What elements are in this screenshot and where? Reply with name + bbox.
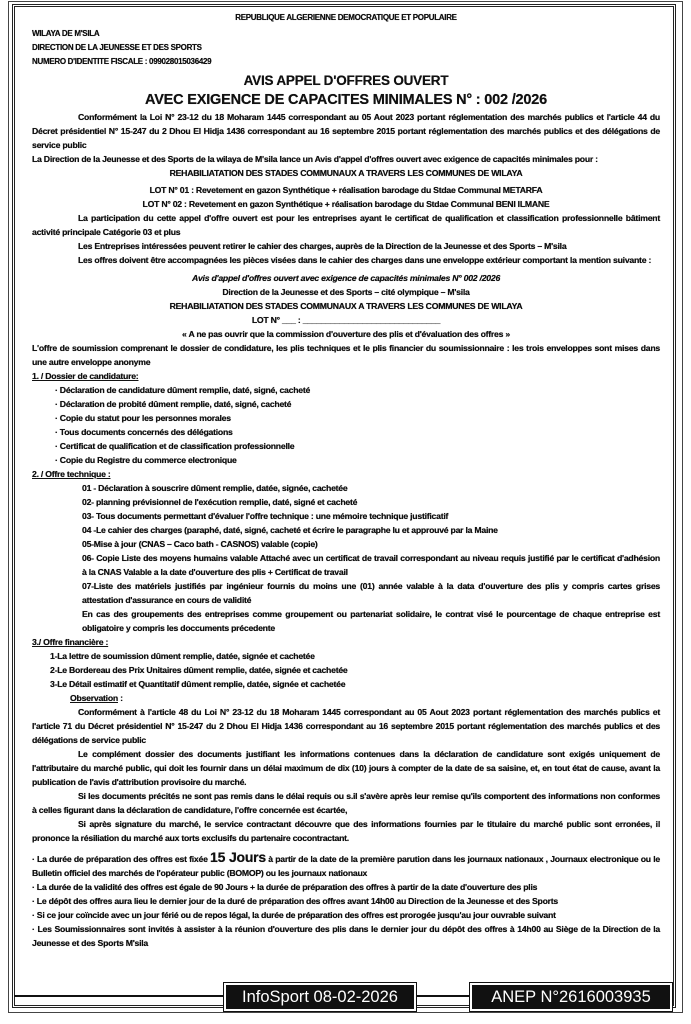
observation-paragraph: Conformément à l'article 48 du Loi N° 23-12 du 18 Moharam 1445 correspondant au 05 Aout 2023 portant réglementation des marchés publics et l'article 71 du Décret présidentiel N° 15-247 du 2 Dhou El Hidja 1436 correspondant au 16 septembre 2015 portant réglementation des marchés publics et des délégations de service public [32, 707, 660, 745]
offers-paragraph: Les offres doivent être accompagnées les pièces visées dans le cahier des charges dans une enveloppe extérieur comportant la mention suivante : [78, 255, 652, 265]
list-item: 1-La lettre de soumission dûment remplie, datée, signée et cachetée [50, 651, 315, 661]
condition-duration-post: à partir de la date de la première parution dans les journaux nationaux , Journaux electronique ou le Bulletin officiel des marchés de l'opérateur public (BOMOP) ou les journaux nationaux [32, 854, 660, 878]
anep-number: ANEP N°2616003935 [470, 983, 672, 1011]
lot-2: LOT N° 02 : Revetement en gazon Synthétique + réalisation barodage du Stdae Communal BENI ILMANE [142, 199, 550, 209]
republic-header: REPUBLIQUE ALGERIENNE DEMOCRATIQUE ET POPULAIRE [235, 13, 457, 22]
section-title-candidature: 1. / Dossier de candidature: [32, 371, 139, 381]
list-item: · Copie du statut pour les personnes morales [55, 413, 231, 423]
footer-rule-left [14, 995, 224, 997]
observation-paragraph: Le complément dossier des documents justifiant les informations contenues dans la déclaration de candidature sont exigés uniquement de l'attributaire du marché public, qui doit les fournir dans un délai maximum de dix (10) jours à compter de la date de sa saisine, et, en tout état de cause, avant la publication de l'avis d'attribution provisoire du marché. [32, 749, 660, 787]
list-item: 3-Le Détail estimatif et Quantitatif dûment remplie, datée, signée et cachetée [50, 679, 346, 689]
notice-subtitle: AVEC EXIGENCE DE CAPACITES MINIMALES N° : 002 /2026 [145, 92, 547, 108]
list-item: · Certificat de qualification et de classification professionnelle [55, 441, 295, 451]
list-item: · Tous documents concernés des délégations [55, 427, 233, 437]
list-item: · Copie du Registre du commerce electronique [55, 455, 237, 465]
list-item: · Déclaration de probité dûment remplie, daté, signé, cacheté [55, 399, 292, 409]
envelope-line-1: Avis d'appel d'offres ouvert avec exigence de capacités minimales N° 002 /2026 [191, 273, 501, 283]
list-item: 04 -Le cahier des charges (paraphé, daté, signé, cacheté et écrire le paragraphe lu et approuvé par la Maine [82, 525, 498, 535]
withdraw-paragraph: Les Entreprises intéressées peuvent retirer le cahier des charges, auprès de la Direction de la Jeunesse et des Sports – M'sila [78, 241, 567, 251]
notice-body [32, 11, 660, 950]
envelope-line-4: LOT N° ___ : ______________________________ [251, 315, 441, 325]
list-item: 03- Tous documents permettant d'évaluer l'offre technique : une mémoire technique justificatif [82, 511, 449, 521]
envelope-line-5: « A ne pas ouvrir que la commission d'ouverture des plis et d'évaluation des offres » [182, 329, 510, 339]
direction-label: DIRECTION DE LA JEUNESSE ET DES SPORTS [32, 43, 202, 52]
observation-paragraph: Si après signature du marché, le service contractant découvre que des informations fournies par le titulaire du marché public sont erronées, il prononce la résiliation du marché aux torts exclusifs du partenaire cocontractant. [32, 819, 660, 843]
observation-colon: : [117, 693, 123, 703]
envelope-line-2: Direction de la Jeunesse et des Sports – cité olympique – M'sila [222, 287, 470, 297]
list-item: 01 - Déclaration à souscrire dûment remplie, datée, signée, cachetée [82, 483, 348, 493]
footer-rule-middle [414, 995, 470, 997]
list-item: 05-Mise à jour (CNAS – Caco bath - CASNOS) valable (copie) [82, 539, 318, 549]
duration-days: 15 Jours [210, 849, 266, 865]
list-item: 07-Liste des matériels justifiés par ingénieur fournis du moins une (01) année valable à la data d'ouverture des plis y compris cartes grises attestation d'assurance en cours de validité [82, 581, 660, 605]
list-item: 06- Copie Liste des moyens humains valable Attaché avec un certificat de travail correspondant au niveau requis justifié par le certificat d'adhésion à la CNAS Valable a la date d'ouverture des plis + Certificat de travail [82, 553, 660, 577]
condition-deposit: · Le dépôt des offres aura lieu le dernier jour de la duré de préparation des offres avant 14h00 au Direction de la Jeunesse et des Sports [32, 896, 559, 906]
list-item: · Déclaration de candidature dûment remplie, daté, signé, cacheté [55, 385, 311, 395]
intro-paragraph-launch: La Direction de la Jeunesse et des Sports de la wilaya de M'sila lance un Avis d'appel d'offres ouvert avec exigence de capacités minimales pour : [32, 154, 598, 164]
envelope-line-3: REHABILIATATION DES STADES COMMUNAUX A TRAVERS LES COMMUNES DE WILAYA [169, 301, 523, 311]
list-item: En cas des groupements des entreprises comme groupement ou partenariat solidaire, le contrat visé le pourcentage de chaque entreprise est obligatoire y compris les doccuments précedente [82, 609, 660, 633]
condition-duration [32, 850, 660, 880]
participation-paragraph: La participation du cette appel d'offre ouvert est pour les entreprises ayant le certificat de qualification et classification professionnelle bâtiment activité principale Catégorie 03 et plus [32, 213, 660, 237]
submission-note: L'offre de soumission comprenant le dossier de condidature, les plis techniques et le plis financier du soumissionnaire : les trois enveloppes sont mises dans une autre enveloppe anonyme [32, 343, 660, 367]
condition-opening: · Les Soumissionnaires sont invités à assister à la réunion d'ouverture des plis dans le dernier jour du dépôt des offres à 14h00 au Siège de la Direction de la Jeunesse et des Sports M'sila [32, 924, 660, 948]
fiscal-id: NUMERO D'IDENTITE FISCALE : 099028015036429 [32, 57, 212, 66]
condition-holiday: · Si ce jour coïncide avec un jour férié ou de repos légal, la durée de préparation des offres est prorogée jusqu'au jour ouvrable suivant [32, 910, 556, 920]
intro-paragraph-legal: Conformément la Loi N° 23-12 du 18 Moharam 1445 correspondant au 05 Aout 2023 portant réglementation des marchés publics et l'article 44 du Décret présidentiel N° 15-247 du 2 Dhou El Hidja 1436 correspondant au 16 septembre 2015 portant réglementation des marchés publics et des délégations de service public [32, 112, 660, 150]
publication-label: InfoSport 08-02-2026 [224, 983, 416, 1011]
wilaya-label: WILAYA DE M'SILA [32, 29, 100, 38]
observation-title: Observation [70, 693, 118, 703]
condition-validity: · La durée de la validité des offres est égale de 90 Jours + la durée de préparation des offres à partir de la date d'ouverture des plis [32, 882, 538, 892]
notice-title: AVIS APPEL D'OFFRES OUVERT [243, 73, 449, 88]
observation-paragraph: Si les documents précités ne sont pas remis dans le délai requis ou s.il s'avère après leur remise qu'ils comportent des informations non conformes à celles figurant dans la déclaration de candidature, l'offre concernée est écartée, [32, 791, 660, 815]
condition-duration-pre: · La durée de préparation des offres est fixée [32, 854, 211, 864]
project-title: REHABILIATATION DES STADES COMMUNAUX A TRAVERS LES COMMUNES DE WILAYA [169, 168, 523, 178]
list-item: 2-Le Bordereau des Prix Unitaires dûment remplie, datée, signée et cachetée [50, 665, 348, 675]
lot-1: LOT N° 01 : Revetement en gazon Synthétique + réalisation barodage du Stdae Communal METARFA [149, 185, 543, 195]
observation-heading [32, 691, 660, 705]
list-item: 02- planning prévisionnel de l'exécution remplie, daté, signé et cacheté [82, 497, 358, 507]
section-title-financiere: 3./ Offre financière : [32, 637, 109, 647]
section-title-technique: 2. / Offre technique : [32, 469, 111, 479]
